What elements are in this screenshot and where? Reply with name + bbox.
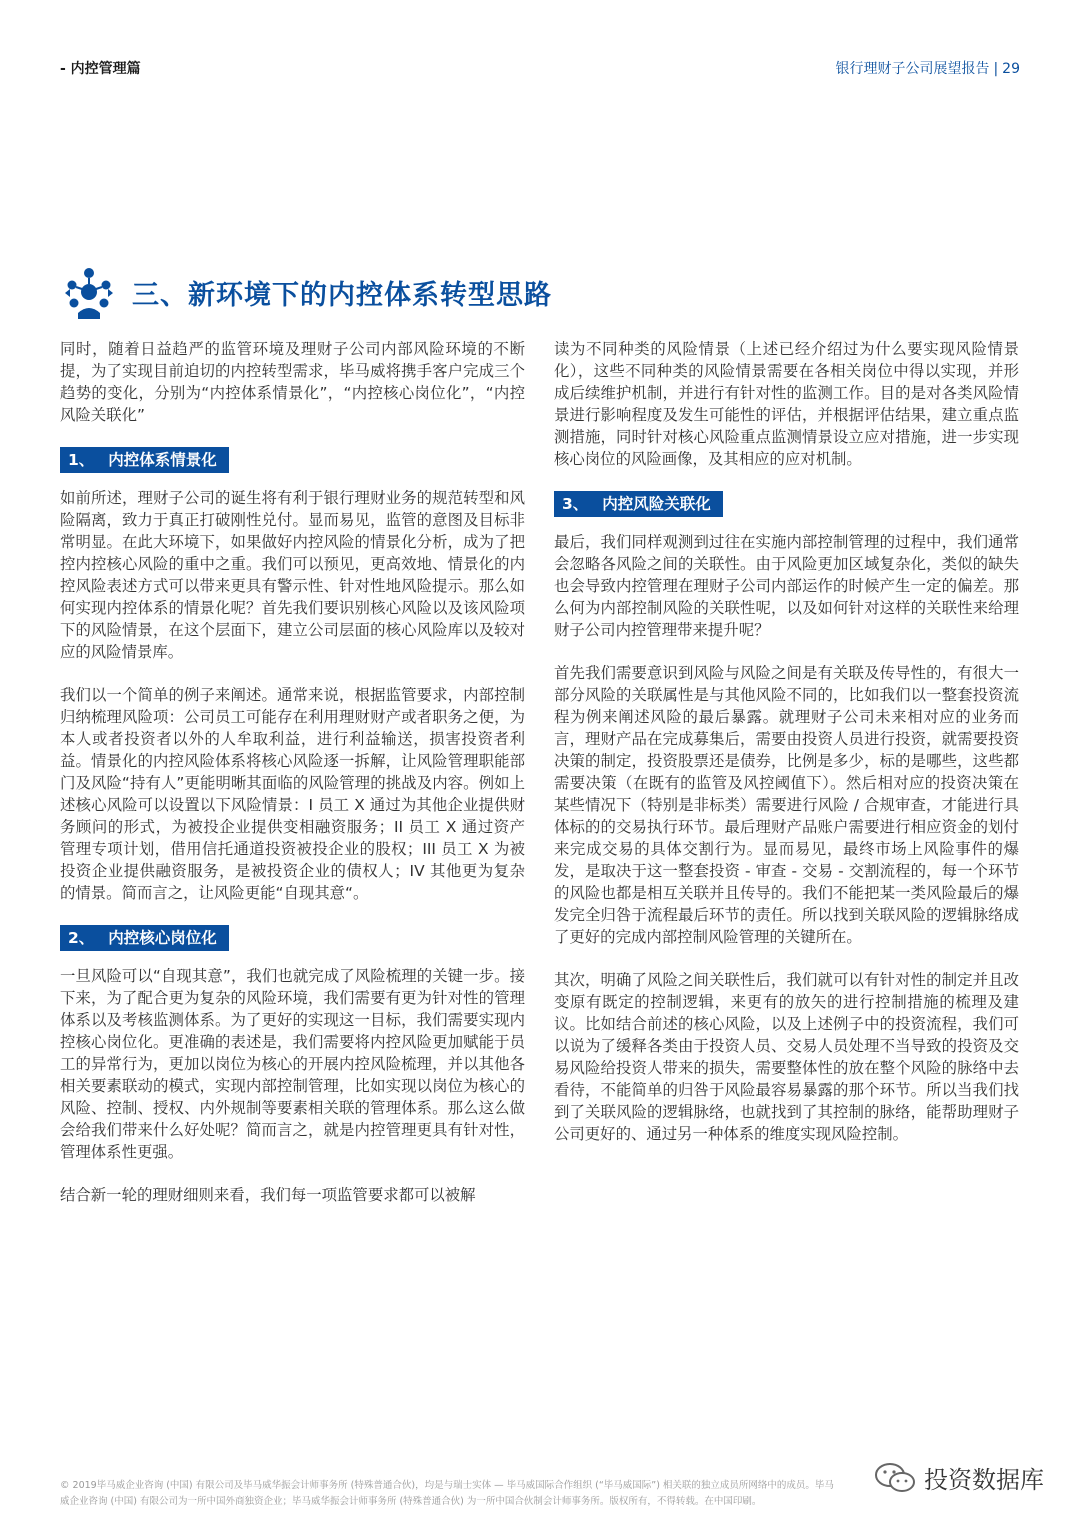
subheading-2 xyxy=(60,925,229,951)
watermark xyxy=(874,1460,1044,1495)
paragraph: 我们以一个简单的例子来阐述。通常来说，根据监管要求，内部控制归纳梳理风险项：公司员工可能存在利用理财财产或者职务之便，为本人或者投资者以外的人牟取利益，进行利益输送，损害投资者利益。情景化的内控风险体系将核心风险逐一拆解，让风险管理职能部门及风险“持有人”更能明晰其面临的风险管理的挑战及内容。例如上述核心风险可以设置以下风险情景：I 员工 X 通过为其他企业提供财务顾问的形式，为被投企业提供变相融资服务；II 员工 X 通过资产管理专项计划，借用信托通道投资被投企业的股权；III 员工 X 为被投资企业提供融资服务，是被投资企业的债权人；IV 其他更为复杂的情景。简而言之，让风险更能“自现其意“。 xyxy=(60,686,525,902)
header-separator: | xyxy=(993,61,999,77)
people-network-icon xyxy=(60,263,118,321)
subheading-1-number: 1、 xyxy=(68,451,95,469)
paragraph: 最后，我们同样观测到过往在实施内部控制管理的过程中，我们通常会忽略各风险之间的关联性。由于风险更加区域复杂化，类似的缺失也会导致内控管理在理财子公司内部运作的时候产生一定的偏差。那么何为内部控制风险的关联性呢，以及如何针对这样的关联性来给理财子公司内控管理带来提升呢？ xyxy=(554,533,1019,639)
running-header-report xyxy=(835,58,1020,78)
section-heading xyxy=(60,262,552,322)
subheading-1-label: 内控体系情景化 xyxy=(108,451,217,469)
paragraph: 结合新一轮的理财细则来看，我们每一项监管要求都可以被解 xyxy=(60,1186,476,1204)
running-header-section: - 内控管理篇 xyxy=(60,61,141,77)
right-column xyxy=(554,338,1019,1166)
report-title: 银行理财子公司展望报告 xyxy=(835,61,990,77)
subheading-3-number: 3、 xyxy=(562,495,589,513)
paragraph: 一旦风险可以“自现其意”，我们也就完成了风险梳理的关键一步。接下来，为了配合更为复杂的风险环境，我们需要有更为针对性的管理体系以及考核监测体系。为了更好的实现这一目标，我们需要实现内控核心岗位化。更准确的表述是，我们需要将内控风险更加赋能于员工的异常行为，更加以岗位为核心的开展内控风险梳理，并以其他各相关要素联动的模式，实现内部控制管理，比如实现以岗位为核心的风险、控制、授权、内外规制等要素相关联的管理体系。那么这么做会给我们带来什么好处呢？简而言之，就是内控管理更具有针对性，管理体系性更强。 xyxy=(60,967,525,1161)
subheading-1 xyxy=(60,447,229,473)
intro-paragraph: 同时，随着日益趋严的监管环境及理财子公司内部风险环境的不断提，为了实现目前迫切的内控转型需求，毕马威将携手客户完成三个趋势的变化，分别为“内控体系情景化”，“内控核心岗位化”，“内控风险关联化” xyxy=(60,340,525,424)
page-number: 29 xyxy=(1002,61,1020,77)
subheading-3 xyxy=(554,491,723,517)
copyright-footer: © 2019毕马威企业咨询 (中国) 有限公司及毕马威华振会计师事务所 (特殊普通合伙)，均是与瑞士实体 — 毕马威国际合作组织 (“毕马威国际”) 相关联的独立成员所网络中的成员。毕马威企业咨询 (中国) 有限公司为一所中国外商独资企业；毕马威华振会计师事务所 (特殊普通合伙) 为一所中国合伙制会计师事务所。版权所有，不得转载。在中国印刷。 xyxy=(60,1480,834,1507)
section-title: 三、新环境下的内控体系转型思路 xyxy=(132,279,552,311)
subheading-2-label: 内控核心岗位化 xyxy=(108,929,217,947)
left-column xyxy=(60,338,525,1227)
subheading-3-label: 内控风险关联化 xyxy=(602,495,711,513)
wechat-icon xyxy=(874,1461,916,1495)
paragraph: 读为不同种类的风险情景（上述已经介绍过为什么要实现风险情景化），这些不同种类的风险情景需要在各相关岗位中得以实现，并形成后续维护机制，并进行有针对性的监测工作。目的是对各类风险情景进行影响程度及发生可能性的评估，并根据评估结果，建立重点监测措施，同时针对核心风险重点监测情景设立应对措施，进一步实现核心岗位的风险画像，及其相应的应对机制。 xyxy=(554,340,1019,468)
subheading-2-number: 2、 xyxy=(68,929,95,947)
paragraph: 如前所述，理财子公司的诞生将有利于银行理财业务的规范转型和风险隔离，致力于真正打破刚性兑付。显而易见，监管的意图及目标非常明显。在此大环境下，如果做好内控风险的情景化分析，成为了把控内控核心风险的重中之重。我们可以预见，更高效地、情景化的内控风险表述方式可以带来更具有警示性、针对性地风险提示。那么如何实现内控体系的情景化呢？首先我们要识别核心风险以及该风险项下的风险情景，在这个层面下，建立公司层面的核心风险库以及较对应的风险情景库。 xyxy=(60,489,525,661)
paragraph: 其次，明确了风险之间关联性后，我们就可以有针对性的制定并且改变原有既定的控制逻辑，来更有的放矢的进行控制措施的梳理及建议。比如结合前述的核心风险，以及上述例子中的投资流程，我们可以说为了缓释各类由于投资人员、交易人员处理不当导致的投资及交易风险给投资人带来的损失，需要整体性的放在整个风险的脉络中去看待，不能简单的归咎于风险最容易暴露的那个环节。所以当我们找到了关联风险的逻辑脉络，也就找到了其控制的脉络，能帮助理财子公司更好的、通过另一种体系的维度实现风险控制。 xyxy=(554,971,1019,1143)
paragraph: 首先我们需要意识到风险与风险之间是有关联及传导性的，有很大一部分风险的关联属性是与其他风险不同的，比如我们以一整套投资流程为例来阐述风险的最后暴露。就理财子公司未来相对应的业务而言，理财产品在完成募集后，需要由投资人员进行投资，就需要投资决策的制定，投资股票还是债券，比例是多少，标的是哪些，这些都需要决策（在既有的监管及风控阈值下）。然后相对应的投资决策在某些情况下（特别是非标类）需要进行风险 / 合规审查，才能进行具体标的的交易执行环节。最后理财产品账户需要进行相应资金的划付来完成交易的具体交割行为。显而易见，最终市场上风险事件的爆发，是取决于这一整套投资 - 审查 - 交易 - 交割流程的，每一个环节的风险也都是相互关联并且传导的。我们不能把某一类风险最后的爆发完全归咎于流程最后环节的责任。所以找到关联风险的逻辑脉络成了更好的完成内部控制风险管理的关键所在。 xyxy=(554,664,1019,946)
watermark-text: 投资数据库 xyxy=(924,1466,1044,1494)
